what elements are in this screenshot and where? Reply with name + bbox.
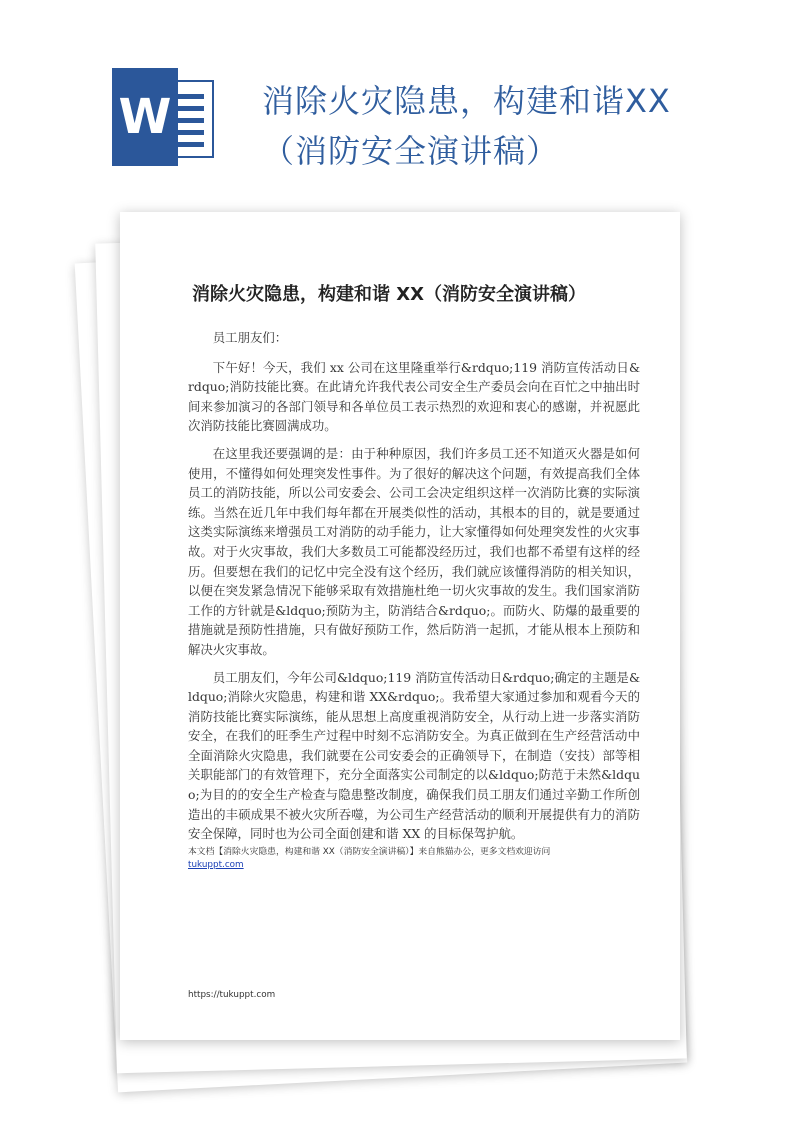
footer-url: https://tukuppt.com [188,990,276,1000]
word-letter-badge: W [112,68,178,166]
cover-title: 消除火灾隐患，构建和谐XX（消防安全演讲稿） [262,82,671,170]
source-note [188,846,640,872]
word-doc-icon [112,68,216,166]
paragraph-3: 员工朋友们，今年公司&ldquo;119 消防宣传活动日&rdquo;确定的主题是&ldquo;消除火灾隐患，构建和谐 XX&rdquo;。我希望大家通过参加和观看今天的消防技能比赛实际演练，能从思想上高度重视消防安全，从行动上进一步落实消防安全，在我们的旺季生产过程中时刻不忘消防安全。为真正做到在生产经营活动中全面消除火灾隐患，我们就要在公司安委会的正确领导下，在制造（安技）部等相关职能部门的有效管理下，充分全面落实公司制定的以&ldquo;防范于未然&ldquo;为目的的安全生产检查与隐患整改制度，确保我们员工朋友们通过辛勤工作所创造出的丰硕成果不被火灾所吞噬，为公司生产经营活动的顺利开展提供有力的消防安全保障，同时也为公司全面创建和谐 XX 的目标保驾护航。 [188,669,640,842]
document-title: 消除火灾隐患，构建和谐 XX（消防安全演讲稿） [192,284,587,305]
document-page [120,212,680,1040]
document-body [188,328,640,852]
paragraph-2: 在这里我还要强调的是：由于种种原因，我们许多员工还不知道灭火器是如何使用，不懂得如何处理突发性事件。为了很好的解决这个问题，有效提高我们全体员工的消防技能，所以公司安委会、公司工会决定组织这样一次消防比赛的实际演练。当然在近几年中我们每年都在开展类似性的活动，其根本的目的，就是要通过这类实际演练来增强员工对消防的动手能力，让大家懂得如何处理突发性的火灾事故。对于火灾事故，我们大多数员工可能都没经历过，我们也都不希望有这样的经历。但要想在我们的记忆中完全没有这个经历，我们就应该懂得消防的相关知识，以便在突发紧急情况下能够采取有效措施杜绝一切火灾事故的发生。我们国家消防工作的方针就是&ldquo;预防为主，防消结合&rdquo;。而防火、防爆的最重要的措施就是预防性措施，只有做好预防工作，然后防消一起抓，才能从根本上预防和解决火灾事故。 [188,445,640,657]
paragraph-1: 下午好！今天，我们 xx 公司在这里隆重举行&rdquo;119 消防宣传活动日&rdquo;消防技能比赛。在此请允许我代表公司安全生产委员会向在百忙之中抽出时间来参加演习的各部门领导和各单位员工表示热烈的欢迎和衷心的感谢，并祝愿此次消防技能比赛圆满成功。 [188,359,640,434]
source-note-text: 本文档【消除火灾隐患，构建和谐 XX（消防安全演讲稿）】来自熊猫办公，更多文档欢迎访问 [188,847,551,857]
source-link[interactable]: tukuppt.com [188,860,244,870]
greeting-line: 员工朋友们： [212,330,288,345]
